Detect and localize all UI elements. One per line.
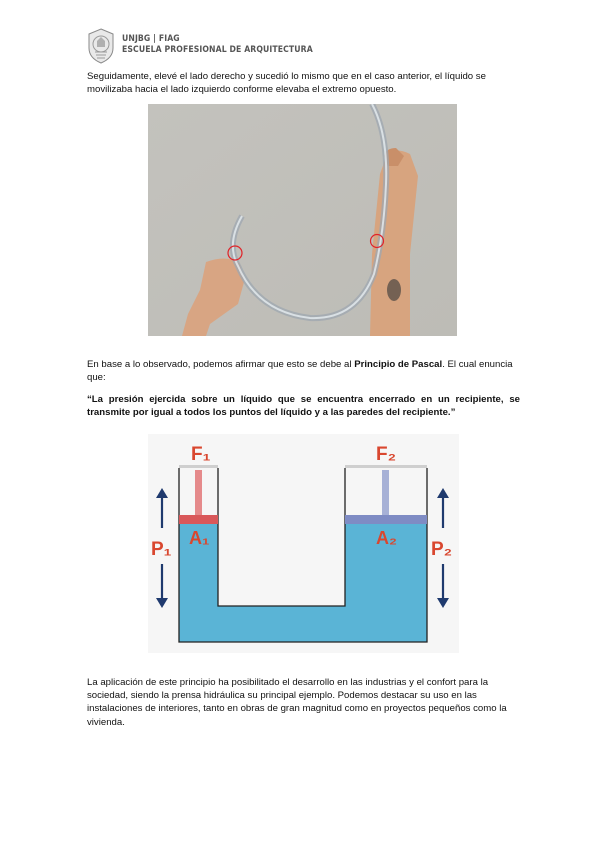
- institution-line-1: UNJBG | FIAG: [122, 34, 180, 44]
- label-a2: A₂: [376, 528, 397, 548]
- label-f1: F₁: [191, 444, 211, 465]
- label-f2: F₂: [376, 444, 397, 465]
- label-a1: A₁: [189, 528, 210, 548]
- left-piston-cap: [179, 465, 218, 468]
- arm-tattoo: [387, 279, 401, 301]
- experiment-photo: [148, 104, 457, 336]
- page-header: [86, 28, 346, 64]
- pascal-principle-term: Principio de Pascal: [354, 359, 443, 370]
- right-piston: [345, 515, 427, 524]
- paragraph-application: La aplicación de este principio ha posibilitado el desarrollo en las industrias y el confort para la sociedad, siendo la prensa hidráulica su principal ejemplo. Podemos destacar su uso en las instalaciones de interiores, tanto en obras de gran magnitud como en proyectos pequeños como la vivienda.: [87, 677, 507, 728]
- pascal-quote: “La presión ejercida sobre un líquido que se encuentra encerrado en un recipiente, se transmite por igual a todos los puntos del líquido y a las paredes del recipiente.”: [87, 394, 520, 419]
- label-p1: P₁: [151, 539, 172, 560]
- pascal-diagram: [148, 434, 459, 653]
- institution-line-2: ESCUELA PROFESIONAL DE ARQUITECTURA: [122, 45, 313, 55]
- label-p2: P₂: [431, 539, 453, 560]
- institution-name: [122, 34, 313, 56]
- left-piston-rod: [195, 470, 202, 515]
- paragraph-pascal: [87, 358, 520, 384]
- paragraph-pascal-after: . El cual enuncia que:: [87, 359, 513, 384]
- university-seal-icon: [86, 28, 116, 64]
- paragraph-pascal-before: En base a lo observado, podemos afirmar que esto se debe al: [87, 359, 355, 370]
- left-piston: [179, 515, 218, 524]
- paragraph-intro: Seguidamente, elevé el lado derecho y sucedió lo mismo que en el caso anterior, el líquido se movilizaba hacia el lado izquierdo conforme elevaba el extremo opuesto.: [87, 71, 486, 96]
- right-piston-rod: [382, 470, 389, 515]
- right-piston-cap: [345, 465, 427, 468]
